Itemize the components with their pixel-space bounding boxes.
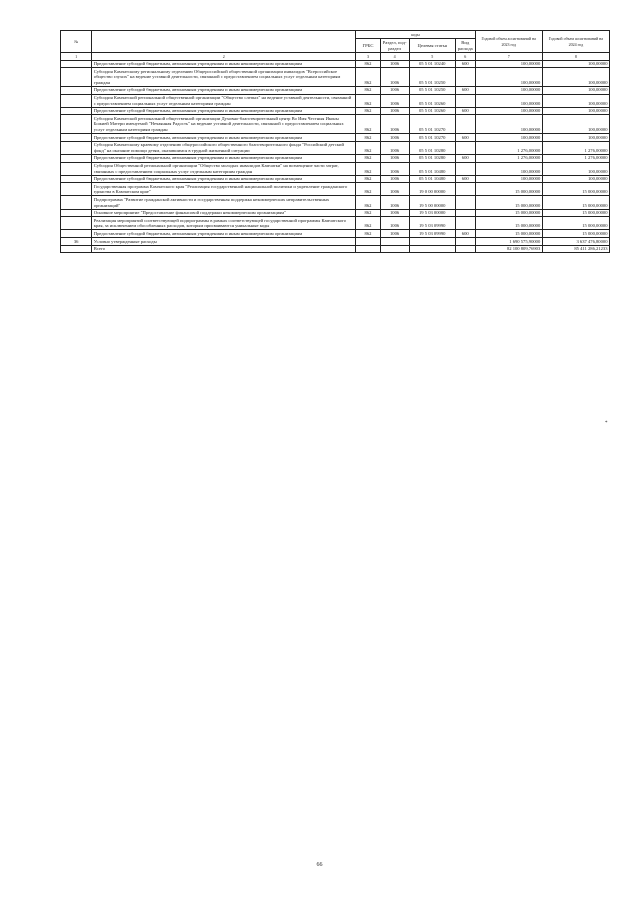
row-number [61,162,92,175]
row-number [61,183,92,196]
row-target-article: 05 5 01 10240 [409,60,455,68]
row-razdel: 1006 [380,230,409,238]
row-number [61,154,92,162]
row-grbs: 862 [356,217,380,230]
row-razdel [380,245,409,253]
row-target-article [409,245,455,253]
row-name: Условно утвержденные расходы [92,238,356,246]
row-grbs: 862 [356,134,380,142]
row-expense-type: 600 [455,175,475,183]
row-amount-2024: 100,00000 [542,68,609,87]
row-grbs: 862 [356,196,380,209]
table-row [61,141,610,154]
row-number [61,68,92,87]
row-amount-2024: 100,00000 [542,162,609,175]
row-name: Субсидия Камчатской региональной общественной организации "Общество слепых" на ведение уставной деятельности, связанной с предоставлением социальных услуг отдельным категориям граждан [92,94,356,107]
row-amount-2023: 100,00000 [475,86,542,94]
row-name: Государственная программа Камчатского края "Реализация государственной национальной политики и укрепление гражданского единства в Камчатском крае" [92,183,356,196]
column-number: 4 [380,53,409,61]
row-expense-type [455,183,475,196]
row-target-article: 05 5 01 10480 [409,175,455,183]
row-razdel: 1006 [380,94,409,107]
row-grbs: 862 [356,115,380,134]
row-expense-type [455,245,475,253]
column-number: 5 [409,53,455,61]
row-grbs: 862 [356,68,380,87]
row-number [61,86,92,94]
row-name: Предоставление субсидий бюджетным, автономным учреждениям и иным некоммерческим организациям [92,134,356,142]
row-amount-2023: 82 100 809,76903 [475,245,542,253]
row-grbs [356,245,380,253]
row-razdel: 1006 [380,115,409,134]
row-amount-2023: 15 000,00000 [475,217,542,230]
row-amount-2024: 100,00000 [542,94,609,107]
row-razdel: 1006 [380,86,409,94]
row-razdel: 1006 [380,154,409,162]
header-year-2024: Годовой объем ассигнований на 2024 год [542,31,609,53]
row-target-article: 05 5 01 10260 [409,107,455,115]
column-number: 7 [475,53,542,61]
row-amount-2024: 100,00000 [542,86,609,94]
table-row [61,107,610,115]
row-razdel: 1006 [380,175,409,183]
row-amount-2023: 100,00000 [475,94,542,107]
row-amount-2024: 100,00000 [542,60,609,68]
row-target-article: 05 5 01 10480 [409,162,455,175]
row-razdel: 1006 [380,217,409,230]
column-numbers-row [61,53,610,61]
row-expense-type: 600 [455,134,475,142]
column-number: 6 [455,53,475,61]
row-grbs: 862 [356,183,380,196]
header-codes-group: коды [356,31,475,39]
row-grbs: 862 [356,162,380,175]
row-target-article: 05 5 01 10270 [409,134,455,142]
header-row-top [61,31,610,39]
row-expense-type [455,141,475,154]
row-grbs: 862 [356,209,380,217]
row-target-article: 19 5 03 09990 [409,230,455,238]
row-number [61,196,92,209]
page-number: 66 [316,862,323,868]
row-number [61,209,92,217]
header-target-article: Целевая статья [409,39,455,53]
row-expense-type: 600 [455,60,475,68]
table-row [61,245,610,253]
row-amount-2024: 15 000,00000 [542,183,609,196]
row-name: Основное мероприятие "Предоставление финансовой поддержки некоммерческим организациям" [92,209,356,217]
budget-table [60,30,610,253]
row-expense-type [455,162,475,175]
header-name [92,31,356,53]
row-amount-2023: 100,00000 [475,107,542,115]
header-grbs: ГРБС [356,39,380,53]
table-row [61,209,610,217]
row-expense-type: 600 [455,230,475,238]
row-name: Реализация мероприятий соответствующей подпрограммы в рамках соответствующей государственной программы Камчатского края, за исключением обособленных расходов, которым присваиваются уникальные коды [92,217,356,230]
row-razdel: 1006 [380,141,409,154]
row-number [61,175,92,183]
row-grbs: 862 [356,107,380,115]
row-number [61,94,92,107]
row-number [61,115,92,134]
row-name: Предоставление субсидий бюджетным, автономным учреждениям и иным некоммерческим организациям [92,86,356,94]
row-target-article: 05 5 01 10280 [409,141,455,154]
row-expense-type: 600 [455,107,475,115]
row-grbs: 862 [356,141,380,154]
row-number [61,107,92,115]
row-amount-2024: 15 000,00000 [542,217,609,230]
row-amount-2024: 100,00000 [542,107,609,115]
row-target-article [409,238,455,246]
row-amount-2023: 15 000,00000 [475,209,542,217]
row-grbs: 862 [356,175,380,183]
header-year-2023: Годовой объем ассигнований на 2023 год [475,31,542,53]
row-razdel: 1006 [380,162,409,175]
row-amount-2024: 100,00000 [542,115,609,134]
row-name: Предоставление субсидий бюджетным, автономным учреждениям и иным некоммерческим организациям [92,154,356,162]
row-razdel: 1006 [380,183,409,196]
row-target-article: 05 5 01 10260 [409,94,455,107]
row-amount-2024: 85 411 286,21233 [542,245,609,253]
row-amount-2023: 1 690 575,90000 [475,238,542,246]
row-amount-2024: 1 276,00000 [542,154,609,162]
row-amount-2023: 1 276,00000 [475,154,542,162]
row-expense-type: 600 [455,86,475,94]
row-target-article: 19 0 00 00000 [409,183,455,196]
row-grbs: 862 [356,230,380,238]
row-target-article: 05 5 01 10250 [409,68,455,87]
row-target-article: 19 5 00 00000 [409,196,455,209]
table-row [61,134,610,142]
header-razdel: Раздел, под-раздел [380,39,409,53]
row-grbs: 862 [356,60,380,68]
row-razdel: 1006 [380,68,409,87]
table-row [61,196,610,209]
row-number [61,60,92,68]
header-expense-type: Вид расхода [455,39,475,53]
row-amount-2024: 1 276,00000 [542,141,609,154]
row-number [61,217,92,230]
row-expense-type: 600 [455,154,475,162]
row-expense-type [455,68,475,87]
row-expense-type [455,238,475,246]
row-amount-2023: 15 000,00000 [475,230,542,238]
table-body [61,60,610,253]
row-expense-type [455,94,475,107]
row-number [61,230,92,238]
table-row [61,217,610,230]
row-number: 36 [61,238,92,246]
row-amount-2023: 15 000,00000 [475,196,542,209]
row-amount-2023: 100,00000 [475,134,542,142]
row-razdel: 1006 [380,107,409,115]
table-row [61,68,610,87]
row-amount-2023: 100,00000 [475,175,542,183]
row-amount-2023: 100,00000 [475,60,542,68]
table-row [61,230,610,238]
row-name: Предоставление субсидий бюджетным, автономным учреждениям и иным некоммерческим организациям [92,175,356,183]
row-amount-2024: 3 637 476,80000 [542,238,609,246]
table-row [61,60,610,68]
table-row [61,183,610,196]
row-razdel: 1006 [380,134,409,142]
row-razdel: 1006 [380,60,409,68]
row-amount-2024: 15 000,00000 [542,230,609,238]
row-amount-2024: 15 000,00000 [542,196,609,209]
row-expense-type [455,196,475,209]
row-amount-2023: 100,00000 [475,115,542,134]
row-amount-2024: 15 000,00000 [542,209,609,217]
row-amount-2023: 1 276,00000 [475,141,542,154]
table-row [61,94,610,107]
row-expense-type [455,209,475,217]
row-expense-type [455,115,475,134]
row-name: Субсидия Общественной региональной организации "Общество молодых инвалидов Камчатки" на возмещение части затрат, связанных с предоставлением социальных услуг отдельным категориям граждан [92,162,356,175]
row-grbs: 862 [356,94,380,107]
row-amount-2023: 100,00000 [475,162,542,175]
row-name: Субсидия Камчатскому краевому отделению общероссийского общественного благотворительного фонда "Российский детский фонд" на оказание помощи детям, оказавшимся в трудной жизненной ситуации [92,141,356,154]
row-amount-2024: 100,00000 [542,134,609,142]
row-razdel [380,238,409,246]
row-target-article: 05 5 01 10270 [409,115,455,134]
row-target-article: 05 5 01 10250 [409,86,455,94]
row-name: Всего [92,245,356,253]
column-number: 3 [356,53,380,61]
column-number: 2 [92,53,356,61]
table-row [61,175,610,183]
row-amount-2024: 100,00000 [542,175,609,183]
row-name: Субсидия Камчатской региональной общественной организации Духовно-благотворительный центр Во Имя Честныя Иконы Божией Матери именуемой "Нечаянная Радость" на ведение уставной деятельности, связанной с предоставлением социальных услуг отдельным категориям граждан [92,115,356,134]
row-grbs [356,238,380,246]
table-row [61,115,610,134]
table-row [61,154,610,162]
row-grbs: 862 [356,154,380,162]
row-name: Субсидия Камчатскому региональному отделению Общероссийской общественной организации инвалидов "Всероссийское общество глухих" на ведение уставной деятельности, связанной с предоставлением социальных услуг отдельным категориям граждан [92,68,356,87]
row-number [61,134,92,142]
row-razdel: 1006 [380,196,409,209]
row-razdel: 1006 [380,209,409,217]
table-row [61,162,610,175]
row-number [61,245,92,253]
row-target-article: 05 5 01 10280 [409,154,455,162]
table-row [61,86,610,94]
row-grbs: 862 [356,86,380,94]
row-target-article: 19 5 03 00000 [409,209,455,217]
row-number [61,141,92,154]
column-number: 1 [61,53,92,61]
row-name: Предоставление субсидий бюджетным, автономным учреждениям и иным некоммерческим организациям [92,230,356,238]
table-row [61,238,610,246]
row-amount-2023: 100,00000 [475,68,542,87]
row-name: Подпрограмма "Развитие гражданской активности и государственная поддержка некоммерческих неправительственных организаций" [92,196,356,209]
table-end-mark: * [605,421,608,426]
row-name: Предоставление субсидий бюджетным, автономным учреждениям и иным некоммерческим организациям [92,107,356,115]
column-number: 8 [542,53,609,61]
row-target-article: 19 5 03 09990 [409,217,455,230]
row-name: Предоставление субсидий бюджетным, автономным учреждениям и иным некоммерческим организациям [92,60,356,68]
row-expense-type [455,217,475,230]
header-no: № [61,31,92,53]
row-amount-2023: 15 000,00000 [475,183,542,196]
